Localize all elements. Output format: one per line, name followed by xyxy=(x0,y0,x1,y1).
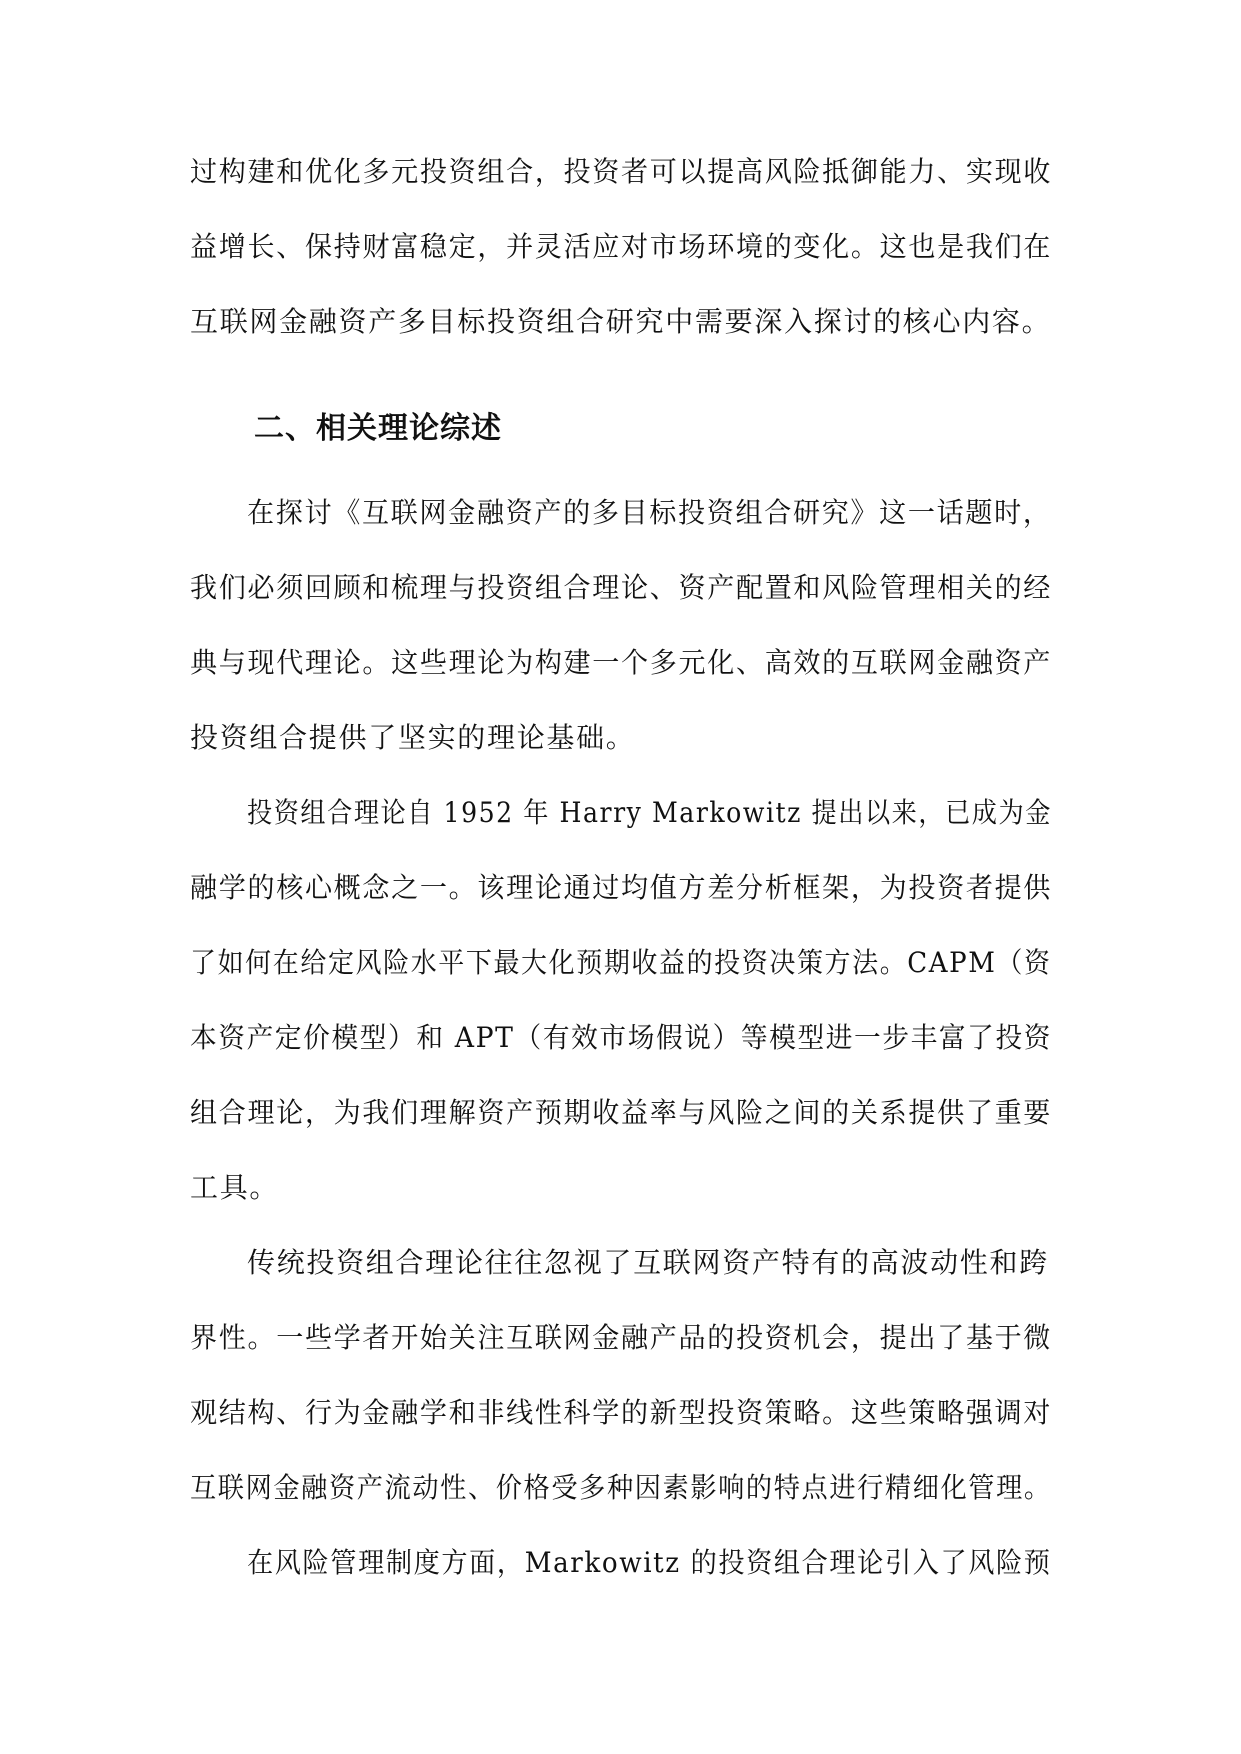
p2-line-1: 投资组合理论自 1952 年 Harry Markowitz 提出以来，已成为金 xyxy=(247,796,1052,829)
intro-line-2: 益增长、保持财富稳定，并灵活应对市场环境的变化。这也是我们在 xyxy=(190,230,1053,263)
p1-line-4: 投资组合提供了坚实的理论基础。 xyxy=(190,721,636,754)
p3-line-1: 传统投资组合理论往往忽视了互联网资产特有的高波动性和跨 xyxy=(247,1246,1049,1279)
p2-line-6: 工具。 xyxy=(190,1171,280,1204)
p2-line-4: 本资产定价模型）和 APT（有效市场假说）等模型进一步丰富了投资 xyxy=(190,1021,1053,1054)
p2-line-3: 了如何在给定风险水平下最大化预期收益的投资决策方法。CAPM（资 xyxy=(190,946,1052,979)
p2-line-5: 组合理论，为我们理解资产预期收益率与风险之间的关系提供了重要 xyxy=(190,1096,1053,1129)
p3-line-4: 互联网金融资产流动性、价格受多种因素影响的特点进行精细化管理。 xyxy=(190,1471,1052,1504)
section-heading: 二、相关理论综述 xyxy=(254,411,502,446)
intro-line-1: 过构建和优化多元投资组合，投资者可以提高风险抵御能力、实现收 xyxy=(190,155,1053,188)
p2-line-2: 融学的核心概念之一。该理论通过均值方差分析框架，为投资者提供 xyxy=(190,871,1053,904)
p1-line-2: 我们必须回顾和梳理与投资组合理论、资产配置和风险管理相关的经 xyxy=(190,571,1053,604)
p1-line-3: 典与现代理论。这些理论为构建一个多元化、高效的互联网金融资产 xyxy=(190,646,1053,679)
p4-line-1: 在风险管理制度方面，Markowitz 的投资组合理论引入了风险预 xyxy=(247,1546,1052,1579)
intro-line-3: 互联网金融资产多目标投资组合研究中需要深入探讨的核心内容。 xyxy=(190,305,1052,338)
p3-line-2: 界性。一些学者开始关注互联网金融产品的投资机会，提出了基于微 xyxy=(190,1321,1053,1354)
p1-line-1: 在探讨《互联网金融资产的多目标投资组合研究》这一话题时， xyxy=(247,496,1052,529)
p3-line-3: 观结构、行为金融学和非线性科学的新型投资策略。这些策略强调对 xyxy=(190,1396,1053,1429)
